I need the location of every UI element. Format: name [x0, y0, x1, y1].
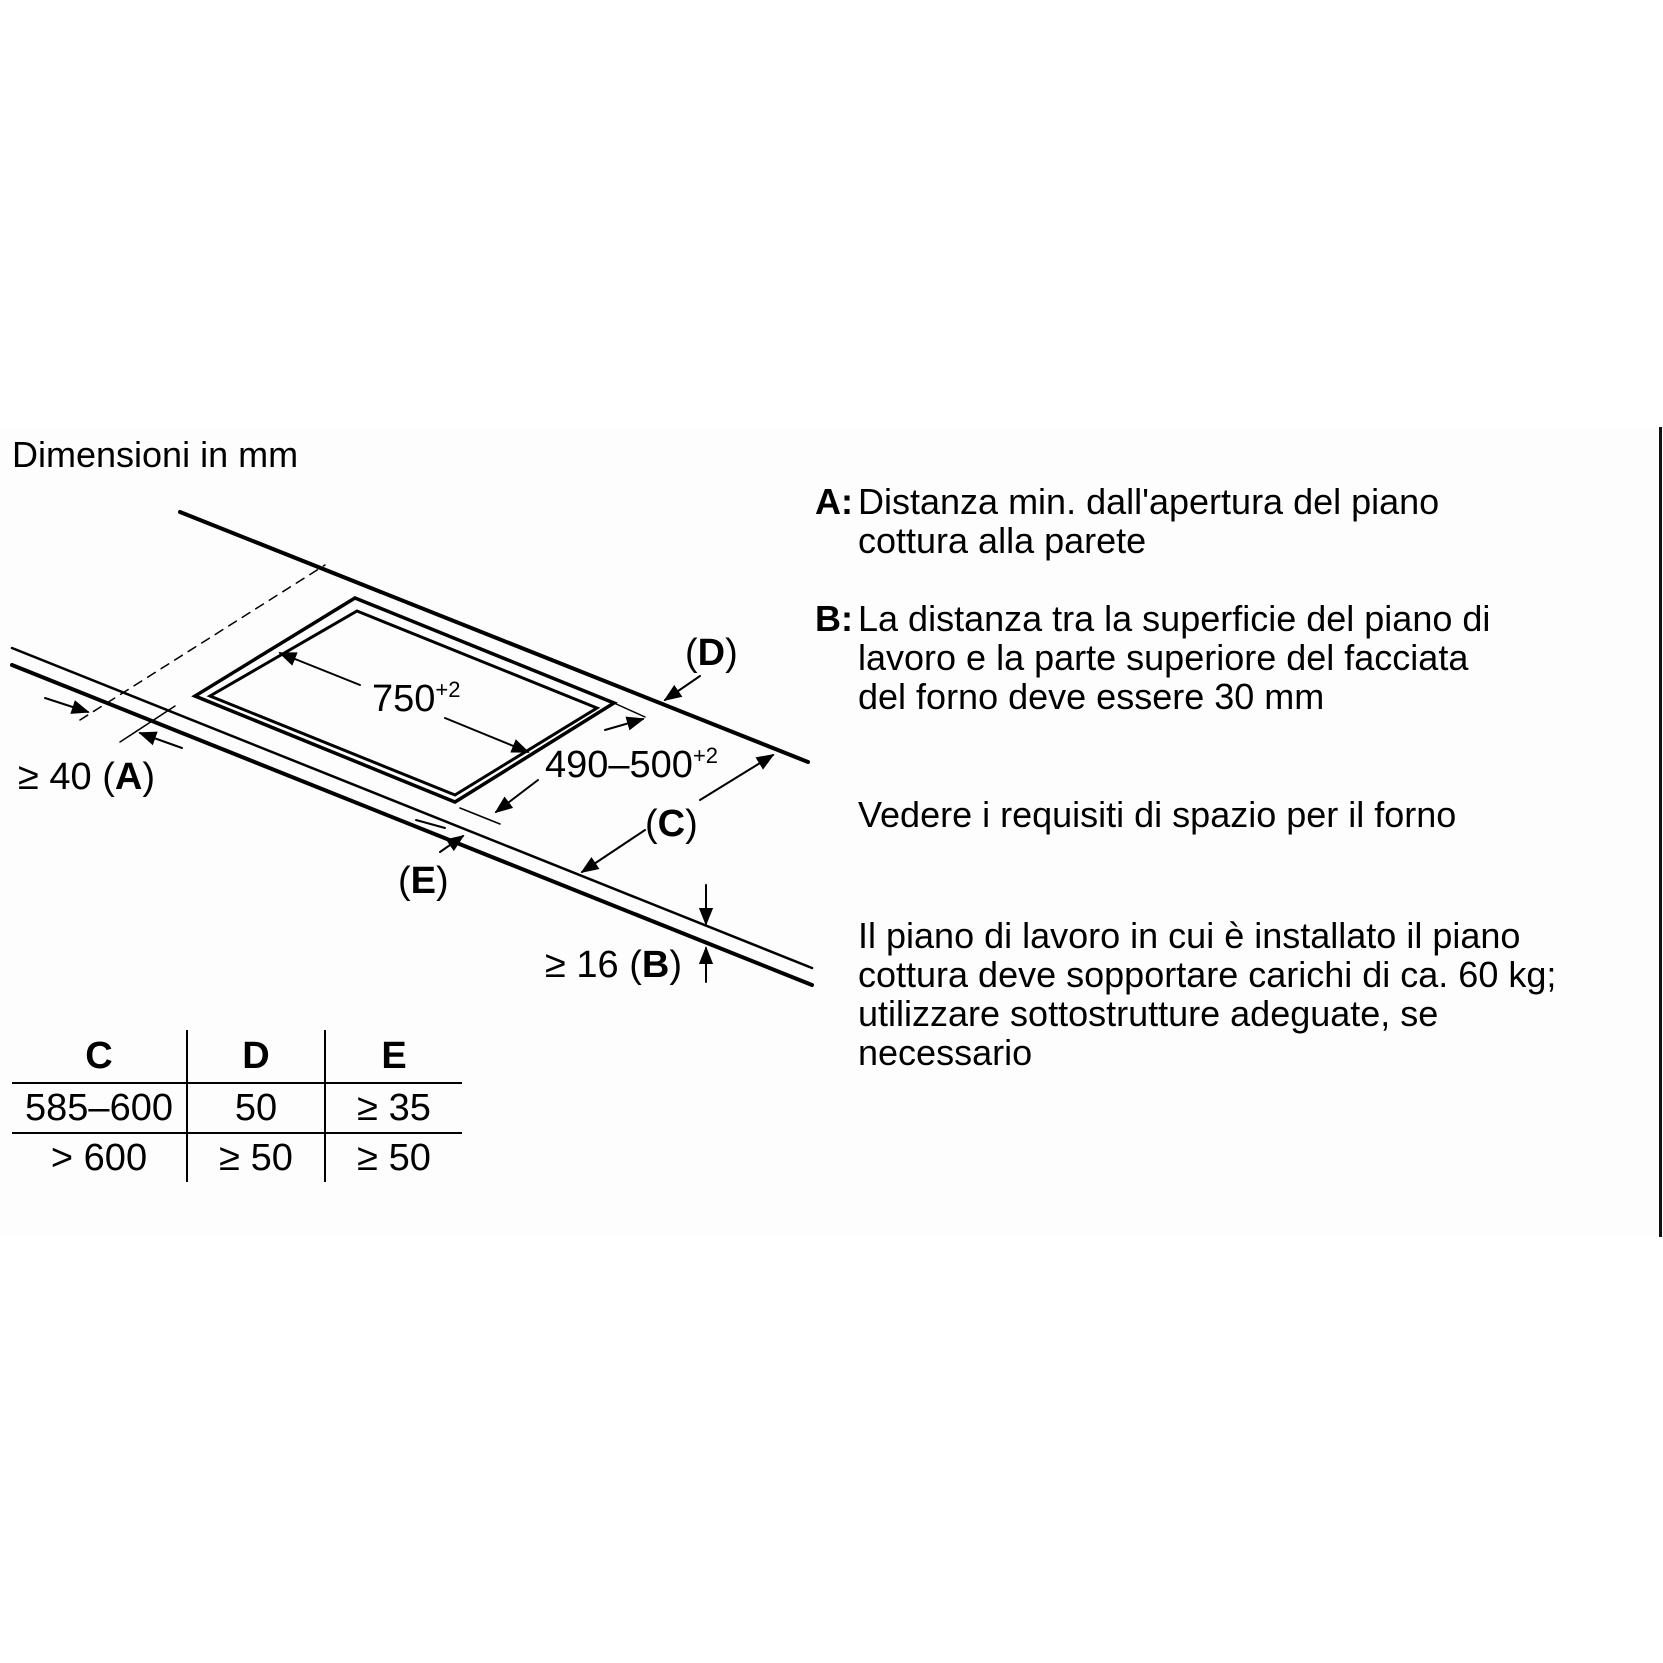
- table-cell: > 600: [12, 1133, 187, 1182]
- dim-d-arrow: [665, 676, 700, 700]
- label-b: ≥ 16 (B): [545, 944, 683, 986]
- legend-text-b-line3: del forno deve essere 30 mm: [858, 676, 1325, 717]
- dimensions-title: Dimensioni in mm: [12, 434, 299, 475]
- legend-text-a-line2: cottura alla parete: [858, 520, 1147, 561]
- dim-a-arrow-right: [140, 733, 182, 748]
- legend-text-b-line2: lavoro e la parte superiore del facciata: [858, 637, 1469, 678]
- load-note-line4: necessario: [858, 1032, 1033, 1073]
- legend-text-b-line1: La distanza tra la superficie del piano di: [858, 598, 1491, 639]
- label-e: (E): [398, 860, 449, 902]
- table-row: [12, 1083, 462, 1133]
- load-note-line2: cottura deve sopportare carichi di ca. 60 kg;: [858, 954, 1557, 995]
- legend-text-a-line1: Distanza min. dall'apertura del piano: [858, 481, 1440, 522]
- dimension-table: [12, 1030, 462, 1182]
- label-c: (C): [645, 803, 698, 845]
- table-cell: ≥ 35: [325, 1083, 462, 1133]
- oven-note: Vedere i requisiti di spazio per il forno: [858, 794, 1457, 835]
- load-note-line3: utilizzare sottostrutture adeguate, se: [858, 993, 1439, 1034]
- legend-key-b: B:: [815, 598, 853, 639]
- table-header-c: C: [12, 1030, 187, 1083]
- load-note: [858, 916, 1658, 1072]
- dim-750-arrow-left: [280, 653, 360, 685]
- table-row: [12, 1133, 462, 1182]
- table-cell: 50: [187, 1083, 325, 1133]
- legend-item-a: [815, 481, 1440, 561]
- table-cell: ≥ 50: [187, 1133, 325, 1182]
- dim-c-arrow-down: [582, 830, 645, 872]
- dim-depth-arrow-down: [496, 780, 538, 812]
- table-header-row: [12, 1030, 462, 1083]
- wall-projection-line: [80, 565, 325, 720]
- legend-key-a: A:: [815, 481, 853, 522]
- table-header-d: D: [187, 1030, 325, 1083]
- dim-750-arrow-right: [445, 718, 528, 752]
- load-note-line1: Il piano di lavoro in cui è installato il piano: [858, 915, 1521, 956]
- installation-diagram: [0, 0, 820, 1000]
- label-cutout-length: $750^{+2}$: [372, 677, 461, 720]
- table-header-e: E: [325, 1030, 462, 1083]
- dim-a-arrow-left: [45, 698, 88, 712]
- dim-depth-extension: [614, 703, 645, 717]
- label-a: ≥ 40 (A): [18, 756, 156, 798]
- table-cell: ≥ 50: [357, 1136, 431, 1179]
- legend-item-b: [815, 598, 1491, 717]
- dim-depth-extension-2: [460, 808, 500, 824]
- table-cell: 585–600: [12, 1083, 187, 1133]
- label-cutout-depth: $490-500^{+2}$: [545, 743, 719, 786]
- dim-depth-arrow-up: [605, 719, 643, 730]
- panel-border: [1659, 427, 1662, 1237]
- label-d: (D): [685, 632, 738, 674]
